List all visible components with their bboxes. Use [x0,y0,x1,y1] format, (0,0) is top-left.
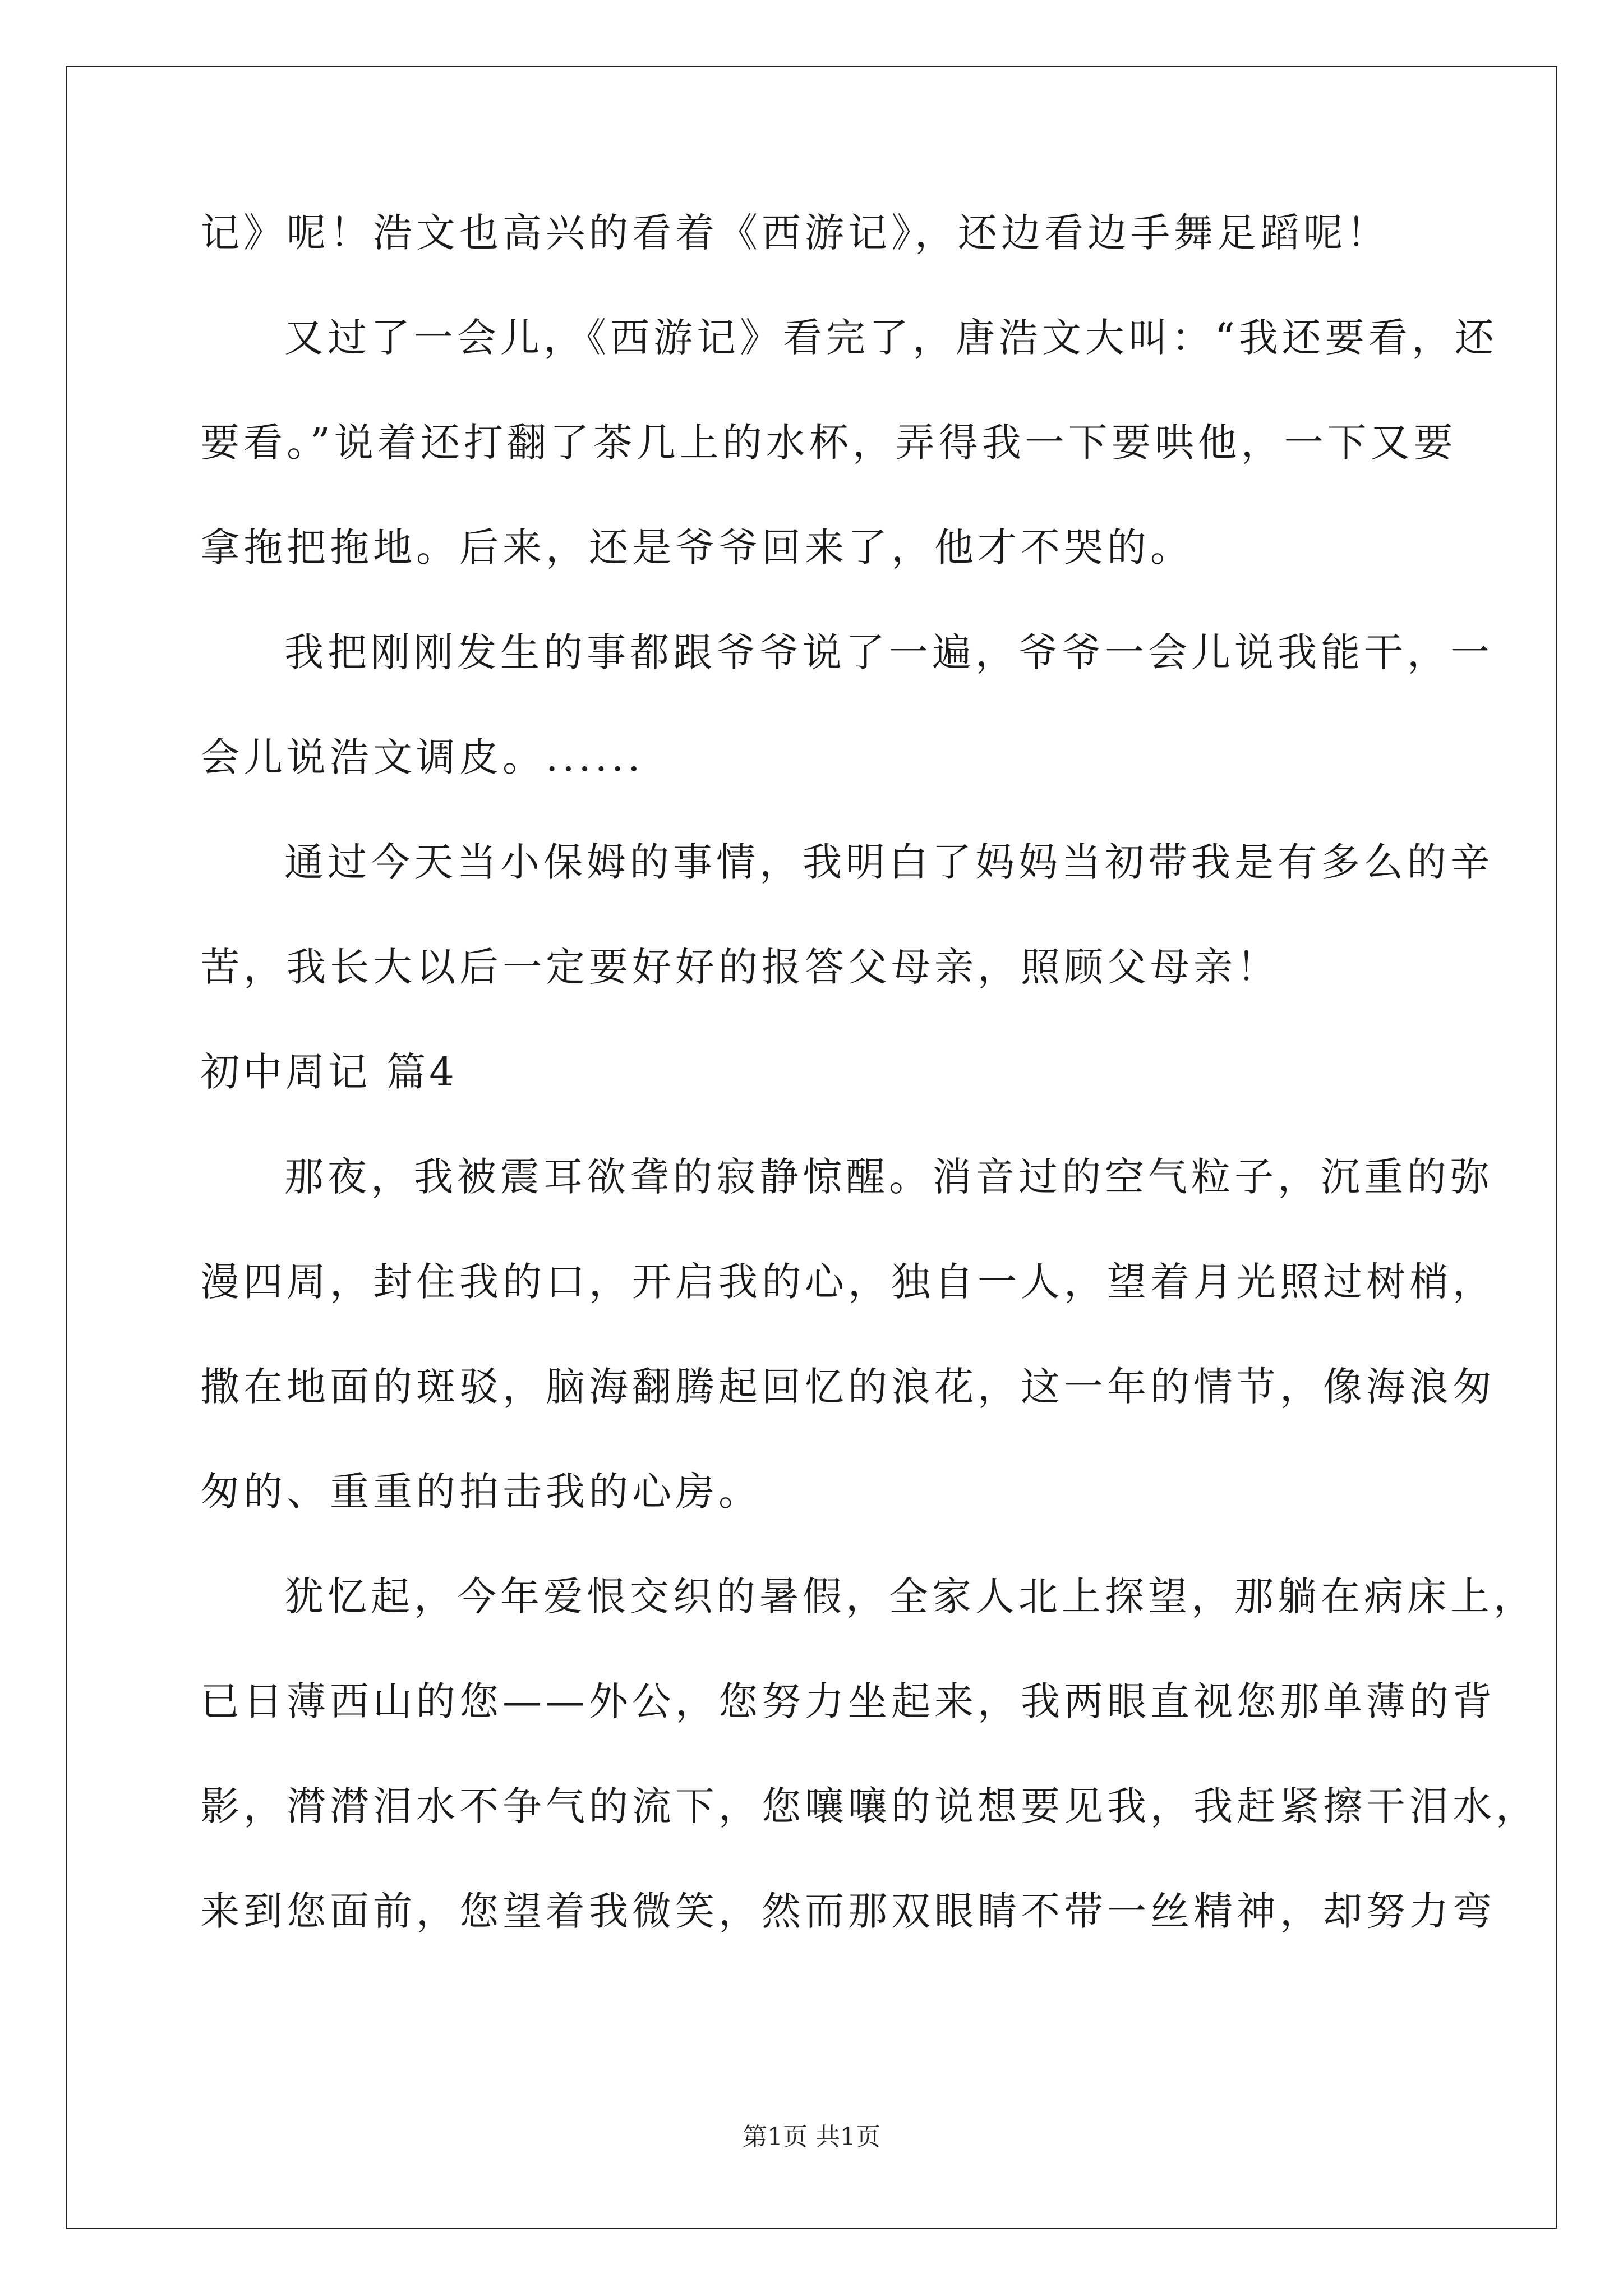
section-heading-text: 初中周记 篇4 [200,1049,458,1095]
paragraph [200,839,1493,990]
text-line: 我把刚刚发生的事都跟爷爷说了一遍，爷爷一会儿说我能干，一 [284,629,1493,675]
paragraph [200,210,1451,256]
text-line: 影，潸潸泪水不争气的流下，您嚷嚷的说想要见我，我赶紧擦干泪水， [200,1783,1539,1829]
text-line: 已日薄西山的您——外公，您努力坐起来，我两眼直视您那单薄的背 [200,1678,1496,1724]
text-line: 通过今天当小保姆的事情，我明白了妈妈当初带我是有多么的辛 [284,839,1493,885]
paragraph [200,629,1493,780]
text-line: 匆的、重重的拍击我的心房。 [200,1469,762,1515]
text-line: 苦，我长大以后一定要好好的报答父母亲，照顾父母亲！ [200,944,1280,990]
text-line: 犹忆起，今年爱恨交织的暑假，全家人北上探望，那躺在病床上， [284,1573,1537,1619]
text-line: 撒在地面的斑驳，脑海翻腾起回忆的浪花，这一年的情节，像海浪匆 [200,1364,1496,1410]
text-line: 记》呢！浩文也高兴的看着《西游记》，还边看边手舞足蹈呢！ [200,210,1390,256]
text-line: 拿拖把拖地。后来，还是爷爷回来了，他才不哭的。 [200,524,1193,570]
section-heading [200,1049,1451,1095]
text-line: 又过了一会儿，《西游记》看完了，唐浩文大叫：“我还要看，还 [284,315,1498,361]
paragraph [200,1573,1539,1934]
text-line: 要看。”说着还打翻了茶几上的水杯，弄得我一下要哄他，一下又要 [200,420,1457,466]
document-body [200,210,1539,1996]
paragraph [200,315,1498,570]
page-footer: 第1页 共1页 [743,2123,880,2151]
text-line: 来到您面前，您望着我微笑，然而那双眼睛不带一丝精神，却努力弯 [200,1888,1496,1934]
text-line: 那夜，我被震耳欲聋的寂静惊醒。消音过的空气粒子，沉重的弥 [284,1154,1493,1200]
text-line: 会儿说浩文调皮。...... [200,734,644,780]
text-line: 漫四周，封住我的口，开启我的心，独自一人，望着月光照过树梢， [200,1259,1496,1305]
paragraph [200,1154,1496,1515]
